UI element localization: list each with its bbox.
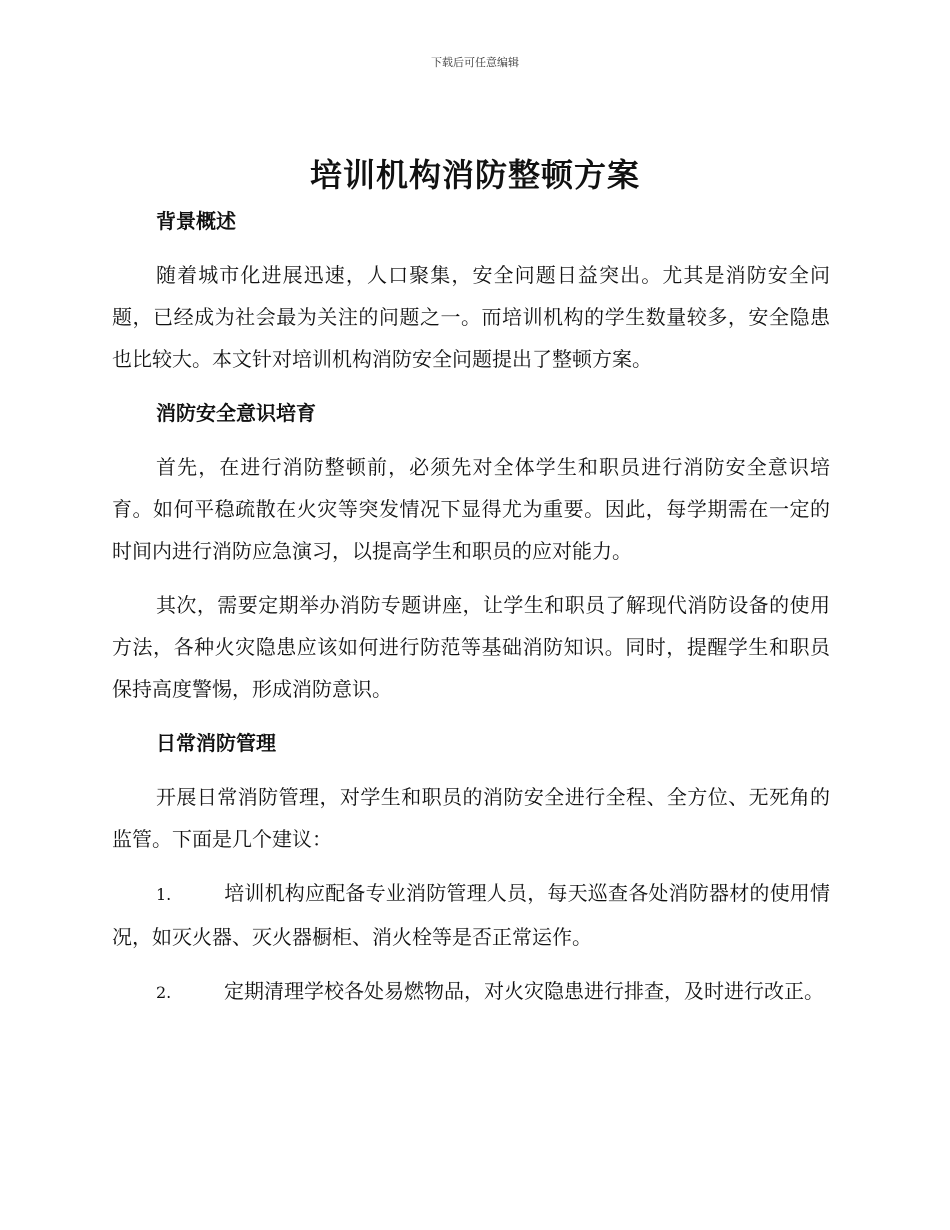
list-item <box>112 872 830 958</box>
paragraph-daily: 开展日常消防管理，对学生和职员的消防安全进行全程、全方位、无死角的监管。下面是几个建议： <box>112 785 830 851</box>
list-number: 1. <box>156 885 172 904</box>
document-title: 培训机构消防整顿方案 <box>309 156 640 194</box>
section-heading-awareness: 消防安全意识培育 <box>156 401 316 425</box>
list-item-text: 培训机构应配备专业消防管理人员，每天巡查各处消防器材的使用情况，如灭火器、灭火器橱柜、消火栓等是否正常运作。 <box>112 881 830 949</box>
paragraph-awareness-1: 首先，在进行消防整顿前，必须先对全体学生和职员进行消防安全意识培育。如何平稳疏散在火灾等突发情况下显得尤为重要。因此，每学期需在一定的时间内进行消防应急演习，以提高学生和职员的应对能力。 <box>112 455 830 563</box>
document-body <box>112 200 830 1026</box>
list-number: 2. <box>156 983 172 1002</box>
list-item <box>112 970 830 1014</box>
section-heading-daily: 日常消防管理 <box>156 731 276 755</box>
paragraph-background: 随着城市化进展迅速，人口聚集，安全问题日益突出。尤其是消防安全问题，已经成为社会最为关注的问题之一。而培训机构的学生数量较多，安全隐患也比较大。本文针对培训机构消防安全问题提出了整顿方案。 <box>112 263 830 371</box>
list-item-text: 定期清理学校各处易燃物品，对火灾隐患进行排查，及时进行改正。 <box>224 979 824 1003</box>
paragraph-awareness-2: 其次，需要定期举办消防专题讲座，让学生和职员了解现代消防设备的使用方法，各种火灾隐患应该如何进行防范等基础消防知识。同时，提醒学生和职员保持高度警惕，形成消防意识。 <box>112 593 830 701</box>
header-note: 下载后可任意编辑 <box>431 56 519 69</box>
section-heading-background: 背景概述 <box>156 209 236 233</box>
